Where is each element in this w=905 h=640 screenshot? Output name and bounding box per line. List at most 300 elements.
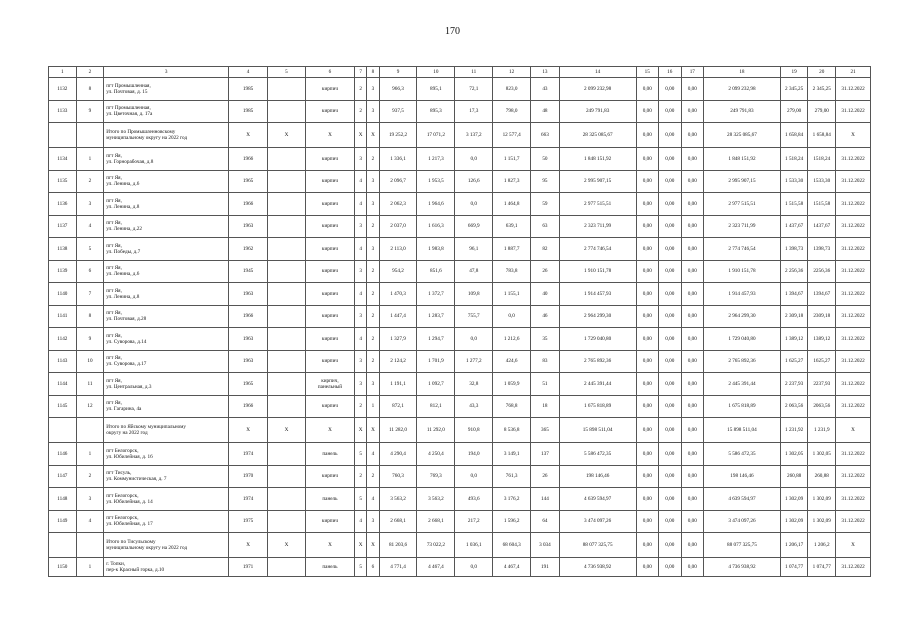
table-cell: 15 898 511,04	[559, 418, 636, 443]
table-cell: 1 848 151,92	[559, 148, 636, 171]
table-cell: 5 586 472,35	[559, 443, 636, 466]
table-cell: 1966	[229, 148, 268, 171]
table-cell: 1437,67	[808, 215, 836, 238]
table-cell: 73 022,2	[417, 533, 455, 558]
table-cell: 0,00	[659, 395, 682, 418]
table-cell: 1985	[229, 100, 268, 123]
table-cell: 0,00	[659, 510, 682, 533]
table-cell: 2 774 746,54	[559, 238, 636, 261]
table-cell: 64	[531, 510, 560, 533]
table-cell: 88 077 325,75	[559, 533, 636, 558]
table-cell: X	[229, 418, 268, 443]
table-row	[49, 238, 871, 261]
table-cell: 1 155,1	[493, 283, 531, 306]
table-cell: 1 231,9	[808, 418, 836, 443]
table-cell: 0,00	[681, 123, 704, 148]
table-cell: 3 176,2	[493, 488, 531, 511]
table-cell	[268, 443, 306, 466]
table-cell: X	[268, 533, 306, 558]
table-cell: 1 729 040,80	[559, 328, 636, 351]
table-cell: 5 586 472,35	[704, 443, 781, 466]
table-cell: 11	[76, 373, 104, 396]
table-cell: 0,0	[455, 558, 493, 577]
table-cell: X	[229, 123, 268, 148]
table-cell: 0,00	[681, 418, 704, 443]
table-cell: 823,0	[493, 78, 531, 101]
address-cell: пгт Тисуль, ул. Коммунистическая, д. 7	[104, 465, 229, 488]
table-row	[49, 395, 871, 418]
table-cell: 2256,36	[808, 260, 836, 283]
table-cell: 2 445 391,44	[704, 373, 781, 396]
table-cell: 872,1	[379, 395, 417, 418]
table-cell: 669,9	[455, 215, 493, 238]
table-cell: 0,00	[681, 193, 704, 216]
table-cell: 1134	[49, 148, 77, 171]
table-cell: 31.12.2022	[836, 260, 871, 283]
table-cell: 3	[355, 215, 367, 238]
table-cell: 1 212,6	[493, 328, 531, 351]
table-cell: 1 398,73	[780, 238, 808, 261]
table-cell: 3 034	[531, 533, 560, 558]
table-cell: 59	[531, 193, 560, 216]
table-cell: 424,6	[493, 350, 531, 373]
table-cell: 31.12.2022	[836, 443, 871, 466]
table-cell: 2 345,25	[780, 78, 808, 101]
table-cell: X	[268, 123, 306, 148]
table-cell: 4 639 594,97	[704, 488, 781, 511]
table-cell: 812,1	[417, 395, 455, 418]
table-cell: 3	[367, 510, 379, 533]
table-cell: 4	[355, 328, 367, 351]
table-cell: X	[229, 533, 268, 558]
table-cell: X	[836, 123, 871, 148]
table-cell: 3	[355, 305, 367, 328]
table-cell: 2 063,56	[780, 395, 808, 418]
column-number-cell: 8	[367, 67, 379, 78]
table-cell: 2 113,0	[379, 238, 417, 261]
table-cell: 1 206,2	[808, 533, 836, 558]
address-cell: пгт Яя, ул. Ленина, д.6	[104, 260, 229, 283]
table-cell: 3	[355, 350, 367, 373]
table-cell: панель	[305, 488, 354, 511]
table-cell: 1963	[229, 215, 268, 238]
table-cell: 0,00	[636, 305, 659, 328]
table-cell: 2 445 391,44	[559, 373, 636, 396]
table-cell: 1	[76, 443, 104, 466]
table-cell: 217,2	[455, 510, 493, 533]
table-cell: 798,0	[493, 100, 531, 123]
table-cell: 0,00	[659, 443, 682, 466]
table-cell: 1974	[229, 488, 268, 511]
table-cell: 2 765 892,36	[559, 350, 636, 373]
table-cell: 895,1	[417, 78, 455, 101]
table-cell: 1 464,8	[493, 193, 531, 216]
table-cell: кирпич	[305, 305, 354, 328]
table-cell: 2	[367, 465, 379, 488]
table-cell: 0,00	[636, 100, 659, 123]
table-cell: 81 203,6	[379, 533, 417, 558]
column-number-cell: 21	[836, 67, 871, 78]
table-cell: 3	[367, 193, 379, 216]
table-cell: 51	[531, 373, 560, 396]
table-cell: 1 658,84	[808, 123, 836, 148]
table-cell: 0,00	[659, 328, 682, 351]
table-cell: 1389,12	[808, 328, 836, 351]
address-cell: г. Топки, пер-к Красный горка, д.10	[104, 558, 229, 577]
table-cell: 35	[531, 328, 560, 351]
table-cell: 0,00	[681, 260, 704, 283]
table-cell: 1966	[229, 193, 268, 216]
table-cell: 46	[531, 305, 560, 328]
table-cell: 31.12.2022	[836, 488, 871, 511]
table-cell: 2 977 515,51	[704, 193, 781, 216]
table-cell: 4	[355, 170, 367, 193]
table-cell: 4 467,4	[493, 558, 531, 577]
table-cell: 7	[76, 283, 104, 306]
table-cell: 2	[355, 465, 367, 488]
table-cell: 31.12.2022	[836, 148, 871, 171]
table-cell: 15 898 511,04	[704, 418, 781, 443]
table-cell: 82	[531, 238, 560, 261]
table-cell: 28 325 085,67	[559, 123, 636, 148]
table-cell: панель	[305, 558, 354, 577]
column-number-cell: 6	[305, 67, 354, 78]
table-cell: 0,00	[659, 193, 682, 216]
table-cell: 2 964 299,30	[704, 305, 781, 328]
table-cell	[268, 558, 306, 577]
table-cell: 0,00	[636, 123, 659, 148]
table-cell: 0,0	[455, 193, 493, 216]
address-cell: Итого по Тисульскому муниципальному округу на 2022 год	[104, 533, 229, 558]
table-row	[49, 193, 871, 216]
table-cell	[268, 350, 306, 373]
table-cell: 1963	[229, 328, 268, 351]
table-cell: 3 474 097,26	[559, 510, 636, 533]
table-cell: 2	[76, 465, 104, 488]
table-cell: 0,00	[681, 283, 704, 306]
table-cell: 1 848 151,92	[704, 148, 781, 171]
table-cell: 954,2	[379, 260, 417, 283]
table-cell: 9	[76, 100, 104, 123]
table-cell: 8	[76, 305, 104, 328]
table-cell: 2 099 232,98	[559, 78, 636, 101]
table-cell: 1 036,1	[455, 533, 493, 558]
table-cell: 1 074,77	[780, 558, 808, 577]
table-cell: 63	[531, 215, 560, 238]
table-cell: 32,8	[455, 373, 493, 396]
table-cell: 72,1	[455, 78, 493, 101]
table-cell: 0,00	[636, 510, 659, 533]
table-cell: 3	[355, 373, 367, 396]
address-cell: пгт Яя, ул. Суворова, д.17	[104, 350, 229, 373]
table-cell: 11 282,0	[379, 418, 417, 443]
table-cell: X	[268, 418, 306, 443]
table-cell: 1 447,4	[379, 305, 417, 328]
table-cell: 1139	[49, 260, 77, 283]
table-cell: 109,8	[455, 283, 493, 306]
address-cell: пгт Яя, ул. Почтовая, д.28	[104, 305, 229, 328]
table-cell: 12	[76, 395, 104, 418]
column-number-cell: 13	[531, 67, 560, 78]
table-cell: 2	[355, 100, 367, 123]
address-cell: Итого по Промышленновскому муниципальному округу на 2022 год	[104, 123, 229, 148]
table-cell: 0,00	[681, 148, 704, 171]
table-cell: 3	[355, 260, 367, 283]
table-cell: 0,00	[659, 170, 682, 193]
table-cell: 2 774 746,54	[704, 238, 781, 261]
table-body	[49, 67, 871, 577]
table-cell: 1533,30	[808, 170, 836, 193]
table-cell: 0,00	[681, 78, 704, 101]
column-number-cell: 17	[681, 67, 704, 78]
table-cell: X	[355, 123, 367, 148]
table-cell: 1 470,3	[379, 283, 417, 306]
table-cell	[268, 373, 306, 396]
table-row	[49, 443, 871, 466]
table-cell: 0,00	[681, 100, 704, 123]
column-number-cell: 15	[636, 67, 659, 78]
table-cell: 0,00	[659, 238, 682, 261]
table-cell: 1 394,67	[780, 283, 808, 306]
table-cell: 5	[355, 488, 367, 511]
table-cell: 769,3	[417, 465, 455, 488]
table-cell: 0,00	[681, 350, 704, 373]
address-cell: пгт Яя, ул. Ленина, д.22	[104, 215, 229, 238]
table-cell: 1	[76, 148, 104, 171]
table-cell: 1 059,9	[493, 373, 531, 396]
table-cell: X	[355, 533, 367, 558]
table-cell: 198 146,46	[704, 465, 781, 488]
table-cell: 2	[355, 78, 367, 101]
table-cell: 0,00	[681, 395, 704, 418]
table-cell: 2237,93	[808, 373, 836, 396]
table-cell: 5	[355, 443, 367, 466]
table-cell: 1985	[229, 78, 268, 101]
table-cell: 1135	[49, 170, 77, 193]
table-cell: 761,3	[493, 465, 531, 488]
table-cell: 4	[355, 283, 367, 306]
table-cell: 1147	[49, 465, 77, 488]
table-cell: 1149	[49, 510, 77, 533]
table-cell: 1 191,1	[379, 373, 417, 396]
table-cell: 1 910 151,78	[704, 260, 781, 283]
table-cell: 1975	[229, 510, 268, 533]
table-cell: 2 668,1	[417, 510, 455, 533]
table-cell: 1945	[229, 260, 268, 283]
table-cell: 0,00	[636, 533, 659, 558]
table-cell: 0,00	[659, 78, 682, 101]
table-row	[49, 488, 871, 511]
table-cell	[49, 123, 77, 148]
table-cell	[268, 193, 306, 216]
table-cell: 4	[355, 510, 367, 533]
table-cell: 2 096,7	[379, 170, 417, 193]
table-cell: 2	[367, 215, 379, 238]
table-cell: 1144	[49, 373, 77, 396]
table-cell: 1965	[229, 373, 268, 396]
table-cell: 3	[367, 78, 379, 101]
table-cell: 2 964 299,30	[559, 305, 636, 328]
table-cell: 31.12.2022	[836, 170, 871, 193]
table-cell: 493,6	[455, 488, 493, 511]
table-cell: 1132	[49, 78, 77, 101]
table-cell: кирпич	[305, 170, 354, 193]
table-cell: 3 149,1	[493, 443, 531, 466]
table-cell: 1 701,9	[417, 350, 455, 373]
table-cell: кирпич	[305, 193, 354, 216]
table-cell	[268, 215, 306, 238]
table-cell: 1142	[49, 328, 77, 351]
table-cell: 1 914 457,93	[559, 283, 636, 306]
table-cell: 2	[76, 170, 104, 193]
table-row	[49, 78, 871, 101]
table-cell: 3 474 097,26	[704, 510, 781, 533]
table-cell: 4 467,4	[417, 558, 455, 577]
table-cell: 0,00	[659, 283, 682, 306]
table-cell: 95	[531, 170, 560, 193]
table-row	[49, 373, 871, 396]
table-cell: 31.12.2022	[836, 78, 871, 101]
table-cell: 1625,27	[808, 350, 836, 373]
table-cell: 31.12.2022	[836, 558, 871, 577]
table-cell: 0,00	[636, 170, 659, 193]
table-cell: 96,1	[455, 238, 493, 261]
table-cell: 1 336,1	[379, 148, 417, 171]
table-cell: 1 302,09	[780, 488, 808, 511]
table-cell: 31.12.2022	[836, 283, 871, 306]
table-cell: 31.12.2022	[836, 395, 871, 418]
table-cell: 0,00	[681, 170, 704, 193]
table-cell: 0,00	[636, 395, 659, 418]
table-cell: 1137	[49, 215, 77, 238]
table-cell: X	[305, 418, 354, 443]
column-number-cell: 12	[493, 67, 531, 78]
table-cell: 2 977 515,51	[559, 193, 636, 216]
table-cell: 3 563,2	[379, 488, 417, 511]
table-cell: 4	[76, 215, 104, 238]
table-cell	[268, 465, 306, 488]
table-cell: 3	[76, 193, 104, 216]
table-cell: 0,00	[636, 418, 659, 443]
table-cell: 755,7	[455, 305, 493, 328]
table-cell: кирпич	[305, 260, 354, 283]
table-cell: 966,3	[379, 78, 417, 101]
table-cell: кирпич	[305, 100, 354, 123]
table-cell: 6	[367, 558, 379, 577]
table-cell: 1 302,09	[808, 510, 836, 533]
table-cell: 2	[367, 283, 379, 306]
table-cell: 8 536,8	[493, 418, 531, 443]
table-cell: 1 294,7	[417, 328, 455, 351]
table-cell: 0,0	[455, 328, 493, 351]
table-cell: 2309,18	[808, 305, 836, 328]
table-cell: 19 252,2	[379, 123, 417, 148]
table-cell: 3 563,2	[417, 488, 455, 511]
table-cell: 28 325 085,67	[704, 123, 781, 148]
table-cell: 0,00	[659, 148, 682, 171]
table-cell: 31.12.2022	[836, 510, 871, 533]
table-cell: 88 077 325,75	[704, 533, 781, 558]
table-cell: 1 675 818,89	[704, 395, 781, 418]
table-cell: 1 302,09	[780, 510, 808, 533]
column-number-row	[49, 67, 871, 78]
table-cell: 1 231,92	[780, 418, 808, 443]
table-cell: 3	[367, 170, 379, 193]
table-cell: 1 910 151,78	[559, 260, 636, 283]
column-number-cell: 3	[104, 67, 229, 78]
table-cell: 1148	[49, 488, 77, 511]
table-cell: 895,3	[417, 100, 455, 123]
table-cell: 249 791,83	[704, 100, 781, 123]
table-cell: 4 250,4	[417, 443, 455, 466]
table-cell: 198 146,46	[559, 465, 636, 488]
address-cell: пгт Яя, ул. Гагарина, 4а	[104, 395, 229, 418]
table-cell: 1 206,17	[780, 533, 808, 558]
table-cell	[49, 533, 77, 558]
column-number-cell: 4	[229, 67, 268, 78]
subtotal-row	[49, 533, 871, 558]
table-cell: 40	[531, 283, 560, 306]
table-cell: 191	[531, 558, 560, 577]
table-cell: 2	[355, 395, 367, 418]
table-cell: 0,00	[636, 558, 659, 577]
table-cell: 83	[531, 350, 560, 373]
table-row	[49, 350, 871, 373]
table-cell: 4	[367, 443, 379, 466]
table-row	[49, 148, 871, 171]
table-cell: 910,8	[455, 418, 493, 443]
table-cell: 1136	[49, 193, 77, 216]
table-cell: X	[836, 418, 871, 443]
table-cell: 0,00	[659, 373, 682, 396]
table-cell: 10	[76, 350, 104, 373]
table-cell: 6	[76, 260, 104, 283]
table-cell: 2	[367, 305, 379, 328]
table-cell: 1 372,7	[417, 283, 455, 306]
table-cell: 1 596,2	[493, 510, 531, 533]
table-cell: 1 151,7	[493, 148, 531, 171]
table-cell: 0,00	[681, 305, 704, 328]
table-cell: 0,00	[636, 488, 659, 511]
table-cell: 1974	[229, 443, 268, 466]
table-cell: 1515,58	[808, 193, 836, 216]
table-cell: 31.12.2022	[836, 373, 871, 396]
table-cell: 0,00	[681, 373, 704, 396]
table-cell: кирпич	[305, 510, 354, 533]
table-cell: 1 515,58	[780, 193, 808, 216]
address-cell: пгт Яя, ул. Горнорабочая, д.8	[104, 148, 229, 171]
table-cell: 2	[367, 148, 379, 171]
column-number-cell: 16	[659, 67, 682, 78]
table-cell	[76, 123, 104, 148]
table-cell: 1 283,7	[417, 305, 455, 328]
table-cell: 4 639 594,97	[559, 488, 636, 511]
column-number-cell: 19	[780, 67, 808, 78]
table-cell: 0,00	[636, 193, 659, 216]
table-cell: 1 437,67	[780, 215, 808, 238]
table-cell	[76, 533, 104, 558]
table-row	[49, 170, 871, 193]
table-cell: 2 995 907,15	[704, 170, 781, 193]
table-row	[49, 328, 871, 351]
table-cell: 1143	[49, 350, 77, 373]
table-cell: 1 658,84	[780, 123, 808, 148]
table-cell: 0,00	[681, 443, 704, 466]
table-cell: 68 604,3	[493, 533, 531, 558]
table-cell: 260,88	[780, 465, 808, 488]
table-cell: 48	[531, 100, 560, 123]
table-cell: 1970	[229, 465, 268, 488]
